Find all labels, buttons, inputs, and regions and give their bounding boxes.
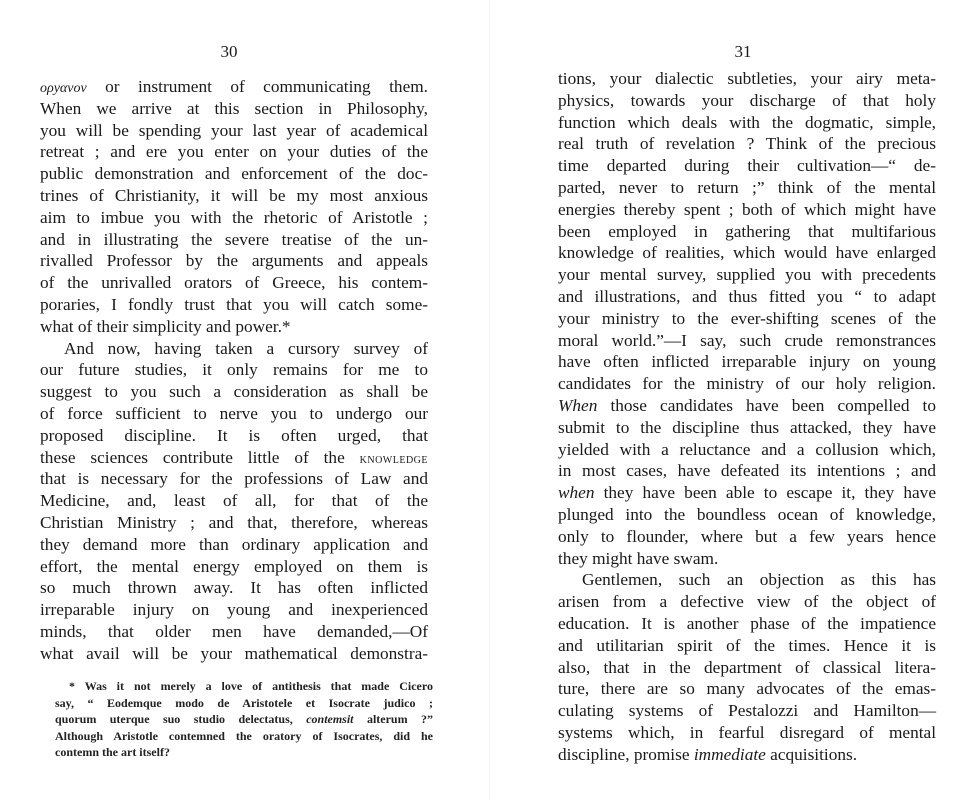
line-text: or instrument of communicating them. bbox=[86, 77, 428, 96]
footnote bbox=[55, 678, 433, 761]
text-line: they demand more than ordinary application and bbox=[40, 534, 428, 554]
text-line: moral world.”—I say, such crude remonstrances bbox=[558, 330, 936, 350]
text-line: real truth of revelation ? Think of the precious bbox=[558, 134, 936, 154]
text-line: effort, the mental energy employed on them is bbox=[40, 556, 428, 576]
text-line bbox=[40, 447, 428, 469]
text-line: arisen from a defective view of the object of bbox=[558, 592, 936, 612]
body-text bbox=[40, 76, 428, 665]
text-line: rivalled Professor by the arguments and appeals bbox=[40, 251, 428, 271]
emphasis: when bbox=[558, 483, 595, 503]
text-line bbox=[40, 76, 428, 98]
page-number: 30 bbox=[220, 42, 238, 61]
text-line: Medicine, and, least of all, for that of the bbox=[40, 491, 428, 511]
text-line: Christian Ministry ; and that, therefore, whereas bbox=[40, 512, 428, 532]
text-line: tions, your dialectic subtleties, your airy meta- bbox=[558, 69, 936, 88]
text-line: plunged into the boundless ocean of knowledge, bbox=[558, 504, 936, 524]
text-line: what of their simplicity and power.* bbox=[40, 316, 291, 336]
text-line: and in illustrating the severe treatise of the un- bbox=[40, 229, 428, 249]
text-line: proposed discipline. It is often urged, that bbox=[40, 425, 428, 445]
greek-word: ορyανον bbox=[40, 81, 87, 96]
text-line: energies thereby spent ; both of which might have bbox=[558, 199, 936, 219]
line-text: discipline, promise bbox=[558, 744, 694, 764]
text-line: aim to imbue you with the rhetoric of Aristotle ; bbox=[40, 207, 428, 227]
text-line: in most cases, have defeated its intentions ; and bbox=[558, 461, 936, 481]
text-line: suggest to you such a consideration as shall be bbox=[40, 382, 428, 402]
line-text: alterum ?” bbox=[353, 712, 434, 726]
text-line: they might have swam. bbox=[558, 548, 719, 568]
text-line: function which deals with the dogmatic, simple, bbox=[558, 112, 936, 132]
line-text: Was it not merely a love of antithesis that made Cicero bbox=[84, 679, 433, 693]
line-text: they have been able to escape it, they have bbox=[594, 483, 936, 503]
line-text: those candidates have been compelled to bbox=[597, 395, 936, 415]
text-line: minds, that older men have demanded,—Of bbox=[40, 621, 428, 641]
text-line: trines of Christianity, it will be my most anxious bbox=[40, 185, 428, 205]
text-line: education. It is another phase of the impatience bbox=[558, 613, 936, 633]
line-text: acquisitions. bbox=[765, 744, 858, 764]
footnote-line bbox=[55, 678, 433, 695]
body-text bbox=[558, 68, 936, 766]
text-line: been employed in gathering that multifarious bbox=[558, 221, 936, 241]
text-line: have often inflicted irreparable injury on young bbox=[558, 352, 936, 372]
text-line: candidates for the ministry of our holy religion. bbox=[558, 374, 936, 394]
text-line: knowledge of realities, which would have enlarged bbox=[558, 243, 936, 263]
footnote-line: Although Aristotle contemned the oratory of Isocrates, did he bbox=[55, 728, 433, 743]
text-line: of force sufficient to nerve you to undergo our bbox=[40, 403, 428, 423]
text-line bbox=[558, 395, 936, 417]
text-line: time departed during their cultivation—“ de- bbox=[558, 156, 936, 176]
text-line: yielded with a reluctance and a collusion which, bbox=[558, 439, 936, 459]
footnote-line: say, “ Eodemque modo de Aristotele et Isocrate judico ; bbox=[55, 695, 433, 710]
footnote-marker: * bbox=[69, 679, 75, 693]
emphasis: contemsit bbox=[306, 712, 354, 726]
text-line bbox=[558, 482, 936, 504]
text-line: poraries, I fondly trust that you will catch some- bbox=[40, 294, 428, 314]
text-line: so much thrown away. It has often inflicted bbox=[40, 578, 428, 598]
text-line: also, that in the department of classical litera- bbox=[558, 657, 936, 677]
footnote-line: contemn the art itself? bbox=[55, 745, 170, 759]
text-line: irreparable injury on young and inexperienced bbox=[40, 600, 428, 620]
text-line: only to flounder, where but a few years hence bbox=[558, 526, 936, 546]
emphasis: immediate bbox=[693, 744, 766, 764]
text-line bbox=[558, 744, 936, 766]
text-line: that is necessary for the professions of Law and bbox=[40, 469, 428, 489]
text-line: your mental survey, supplied you with precedents bbox=[558, 265, 936, 285]
text-line: you will be spending your last year of academical bbox=[40, 120, 428, 140]
text-line: ture, there are so many advocates of the emas- bbox=[558, 679, 936, 699]
line-text: quorum uterque suo studio delectatus, bbox=[55, 712, 307, 726]
text-line: your ministry to the ever-shifting scenes of the bbox=[558, 308, 936, 328]
text-line: When we arrive at this section in Philosophy, bbox=[40, 98, 428, 118]
text-line: Gentlemen, such an objection as this has bbox=[582, 570, 936, 590]
emphasis: When bbox=[558, 395, 598, 415]
text-line: our future studies, it only remains for me to bbox=[40, 360, 428, 380]
line-text: these sciences contribute little of the bbox=[40, 447, 360, 467]
text-line: public demonstration and enforcement of the doc- bbox=[40, 164, 428, 184]
text-line: and utilitarian spirit of the times. Hence it is bbox=[558, 635, 936, 655]
text-line: culating systems of Pestalozzi and Hamilton— bbox=[558, 701, 936, 721]
text-line: what avail will be your mathematical demonstra- bbox=[40, 643, 428, 663]
text-line: systems which, in fearful disregard of mental bbox=[558, 722, 936, 742]
text-line: parted, never to return ;” think of the mental bbox=[558, 177, 936, 197]
text-line: of the unrivalled orators of Greece, his contem- bbox=[40, 273, 428, 293]
text-line: And now, having taken a cursory survey of bbox=[64, 338, 428, 358]
text-line: physics, towards your discharge of that holy bbox=[558, 90, 936, 110]
text-line: retreat ; and ere you enter on your duties of the bbox=[40, 142, 428, 162]
text-line: and illustrations, and thus fitted you “ to adapt bbox=[558, 286, 936, 306]
smallcaps-word: knowledge bbox=[359, 451, 428, 467]
text-line: submit to the discipline thus attacked, they have bbox=[558, 417, 936, 437]
page-number: 31 bbox=[734, 42, 752, 61]
footnote-line bbox=[55, 711, 433, 728]
right-page bbox=[490, 0, 980, 800]
